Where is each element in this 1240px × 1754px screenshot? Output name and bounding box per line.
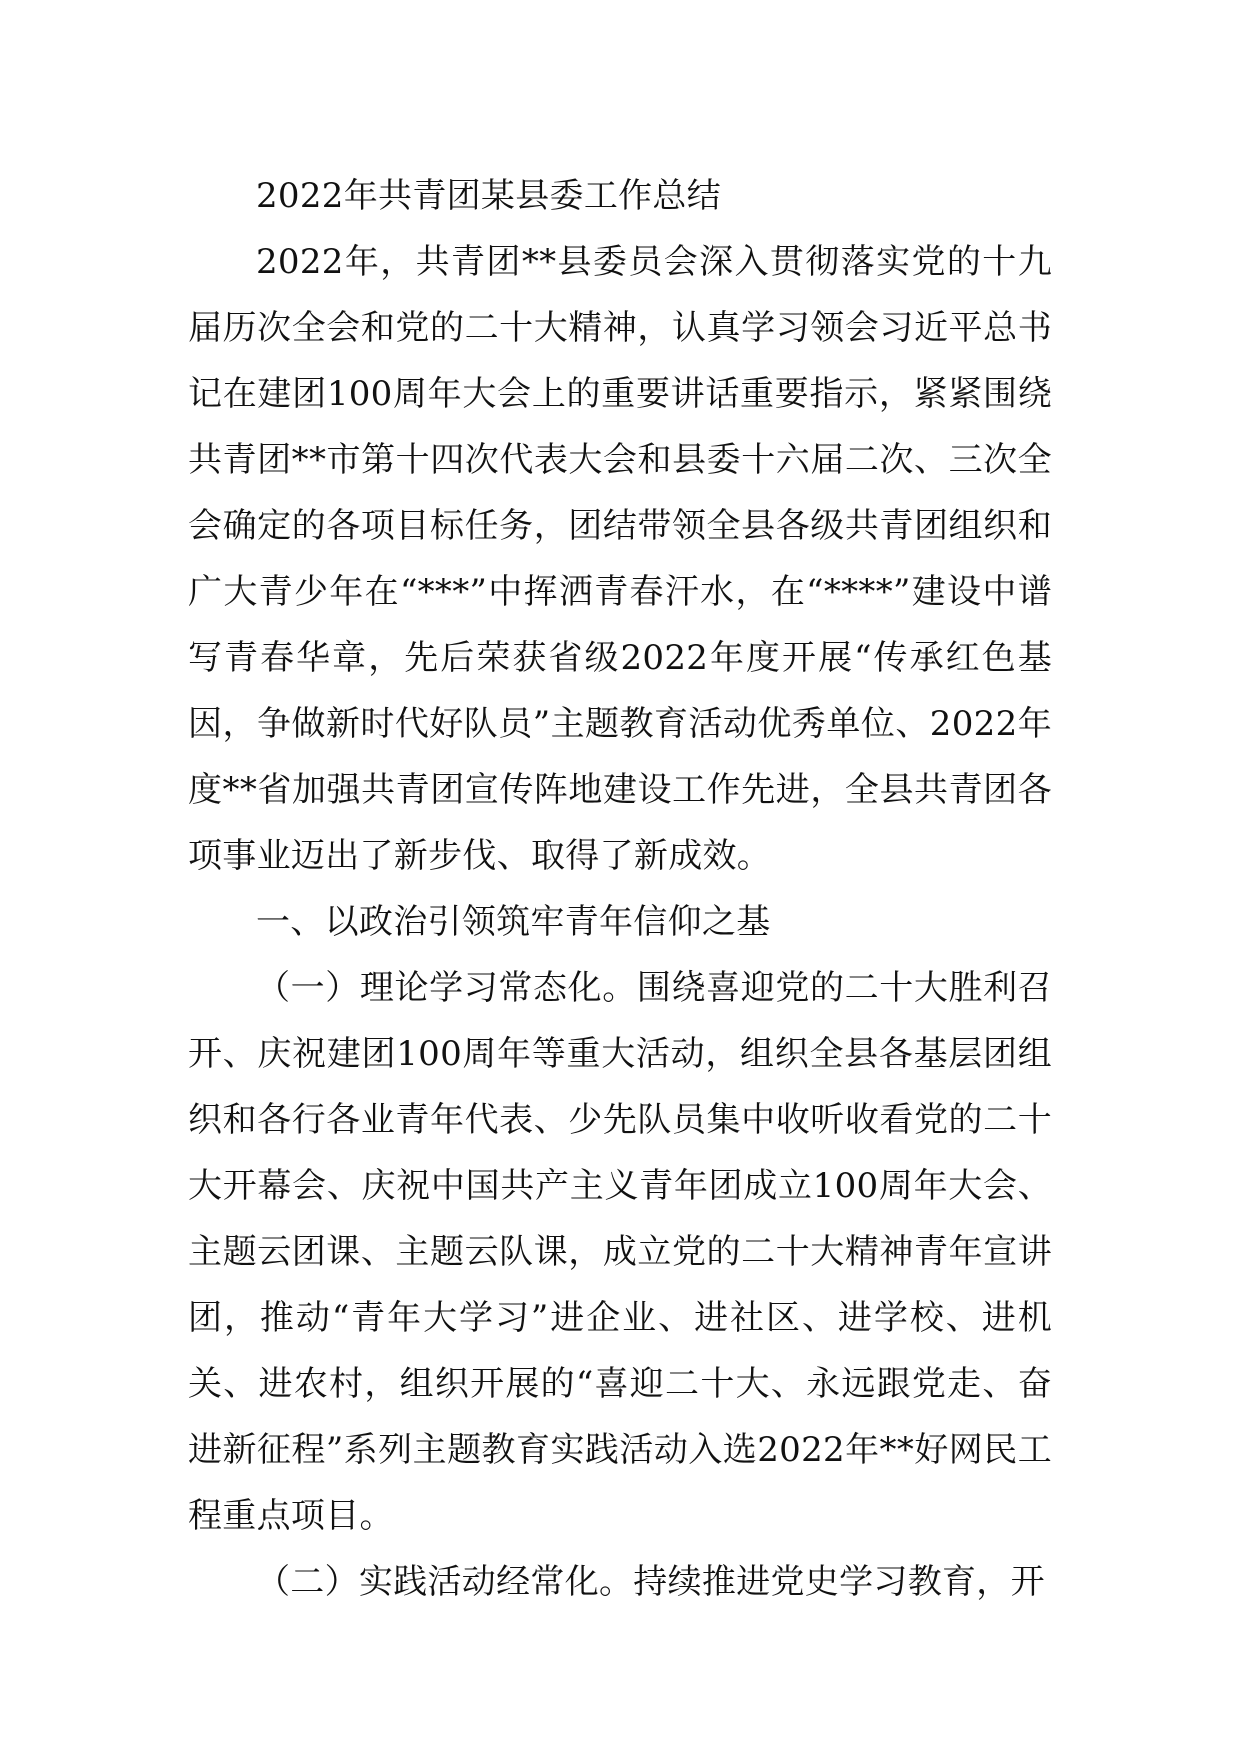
document-body: [188, 163, 1052, 1615]
paragraph-intro: 2022年，共青团**县委员会深入贯彻落实党的十九届历次全会和党的二十大精神，认真学习领会习近平总书记在建团100周年大会上的重要讲话重要指示，紧紧围绕共青团**市第十四次代表大会和县委十六届二次、三次全会确定的各项目标任务，团结带领全县各级共青团组织和广大青少年在“***”中挥洒青春汗水，在“****”建设中谱写青春华章，先后荣获省级2022年度开展“传承红色基因，争做新时代好队员”主题教育活动优秀单位、2022年度**省加强共青团宣传阵地建设工作先进，全县共青团各项事业迈出了新步伐、取得了新成效。: [188, 242, 1052, 876]
paragraph-practice-activities: （二）实践活动经常化。持续推进党史学习教育，开: [256, 1562, 1045, 1602]
paragraph-theory-study: （一）理论学习常态化。围绕喜迎党的二十大胜利召开、庆祝建团100周年等重大活动，组织全县各基层团组织和各行各业青年代表、少先队员集中收听收看党的二十大开幕会、庆祝中国共产主义青年团成立100周年大会、主题云团课、主题云队课，成立党的二十大精神青年宣讲团，推动“青年大学习”进企业、进社区、进学校、进机关、进农村，组织开展的“喜迎二十大、永远跟党走、奋进新征程”系列主题教育实践活动入选2022年**好网民工程重点项目。: [188, 968, 1052, 1536]
section-heading-1: 一、以政治引领筑牢青年信仰之基: [256, 902, 771, 942]
document-title: 2022年共青团某县委工作总结: [256, 176, 722, 216]
